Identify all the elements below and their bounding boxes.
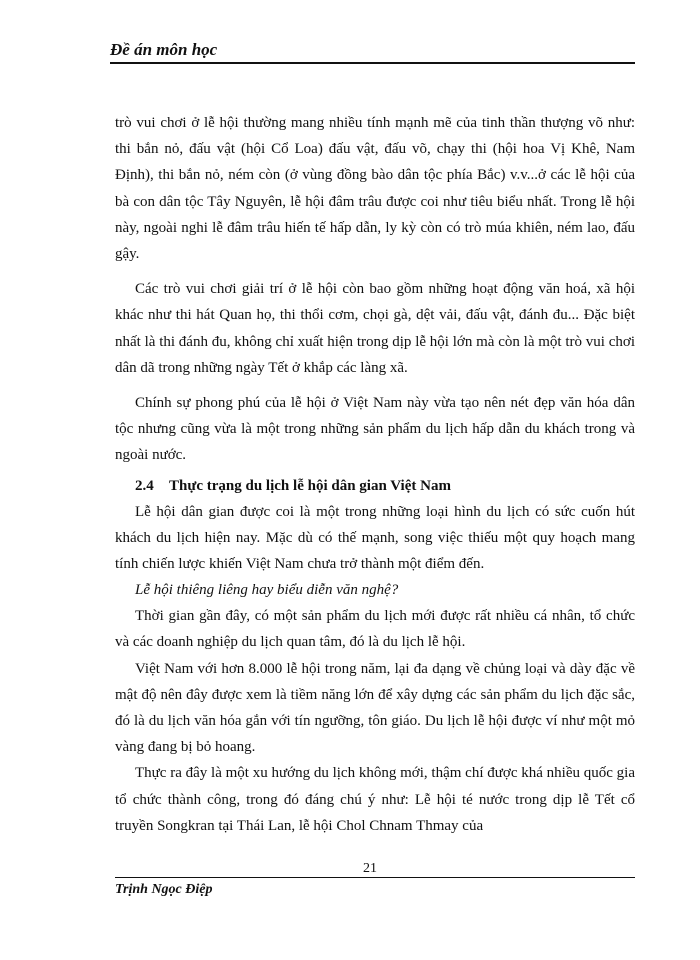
- section-heading: [115, 473, 635, 499]
- italic-subtitle: Lễ hội thiêng liêng hay biểu diễn văn nghệ?: [135, 582, 399, 599]
- paragraph-entertainment-activities: Các trò vui chơi giải trí ở lễ hội còn bao gồm những hoạt động văn hoá, xã hội khác như thi hát Quan họ, thi thổi cơm, chọi gà, dệt vải, đấu vật, đánh đu... Đặc biệt nhất là thi đánh đu, không chỉ xuất hiện trong dịp lễ hội lớn mà còn là một trò vui chơi dân dã trong những ngày Tết ở khắp các làng xã.: [115, 281, 635, 376]
- page-number: 21: [363, 861, 377, 876]
- paragraph-vietnam-festivals: Việt Nam với hơn 8.000 lễ hội trong năm, lại đa dạng về chủng loại và dày đặc về mật độ nên đây được xem là tiềm năng lớn để xây dựng các sản phẩm du lịch đặc sắc, đó là du lịch văn hóa gắn với tín ngưỡng, tôn giáo. Du lịch lễ hội được ví như một mỏ vàng đang bị bỏ hoang.: [115, 660, 635, 756]
- document-body: [115, 110, 635, 839]
- paragraph-festival-richness: Chính sự phong phú của lễ hội ở Việt Nam này vừa tạo nên nét đẹp văn hóa dân tộc nhưng cũng vừa là một trong những sản phẩm du lịch hấp dẫn du khách trong và ngoài nước.: [115, 395, 635, 464]
- header-title: Đề án môn học: [110, 40, 218, 59]
- footer-author: Trịnh Ngọc Điệp: [115, 882, 213, 897]
- section-number: 2.4: [135, 477, 154, 494]
- paragraph-new-tourism-product: Thời gian gần đây, có một sản phẩm du lịch mới được rất nhiều cá nhân, tổ chức và các doanh nghiệp du lịch quan tâm, đó là du lịch lễ hội.: [115, 608, 635, 651]
- paragraph-folk-festival-tourism: Lễ hội dân gian được coi là một trong những loại hình du lịch có sức cuốn hút khách du lịch hiện nay. Mặc dù có thế mạnh, song việc thiếu một quy hoạch mang tính chiến lược khiến Việt Nam chưa trở thành một điểm đến.: [115, 503, 635, 573]
- header-divider: [110, 62, 635, 64]
- paragraph-continued-games: trò vui chơi ở lễ hội thường mang nhiều tính mạnh mẽ của tinh thần thượng võ như: thi bắn nỏ, đấu vật (hội Cổ Loa) đấu vật, đấu võ, chạy thi (hội hoa Vị Khê, Nam Định), thi bắn nỏ, ném còn (ở vùng đồng bào dân tộc phía Bắc) v.v...ở các lễ hội của bà con dân tộc Tây Nguyên, lễ hội đâm trâu được coi như tiêu biểu nhất. Trong lễ hội này, ngoài nghi lễ đâm trâu hiến tế hấp dẫn, ly kỳ còn có trò múa khiên, ném lao, đấu gậy.: [115, 115, 635, 263]
- section-title: Thực trạng du lịch lễ hội dân gian Việt Nam: [169, 477, 451, 494]
- page-footer: [115, 861, 635, 900]
- page-header: [110, 40, 635, 66]
- footer-divider: [115, 877, 635, 878]
- paragraph-international-examples: Thực ra đây là một xu hướng du lịch không mới, thậm chí được khá nhiều quốc gia tổ chức thành công, trong đó đáng chú ý như: Lễ hội té nước trong dịp lễ Tết cổ truyền Songkran tại Thái Lan, lễ hội Chol Chnam Thmay của: [115, 765, 635, 834]
